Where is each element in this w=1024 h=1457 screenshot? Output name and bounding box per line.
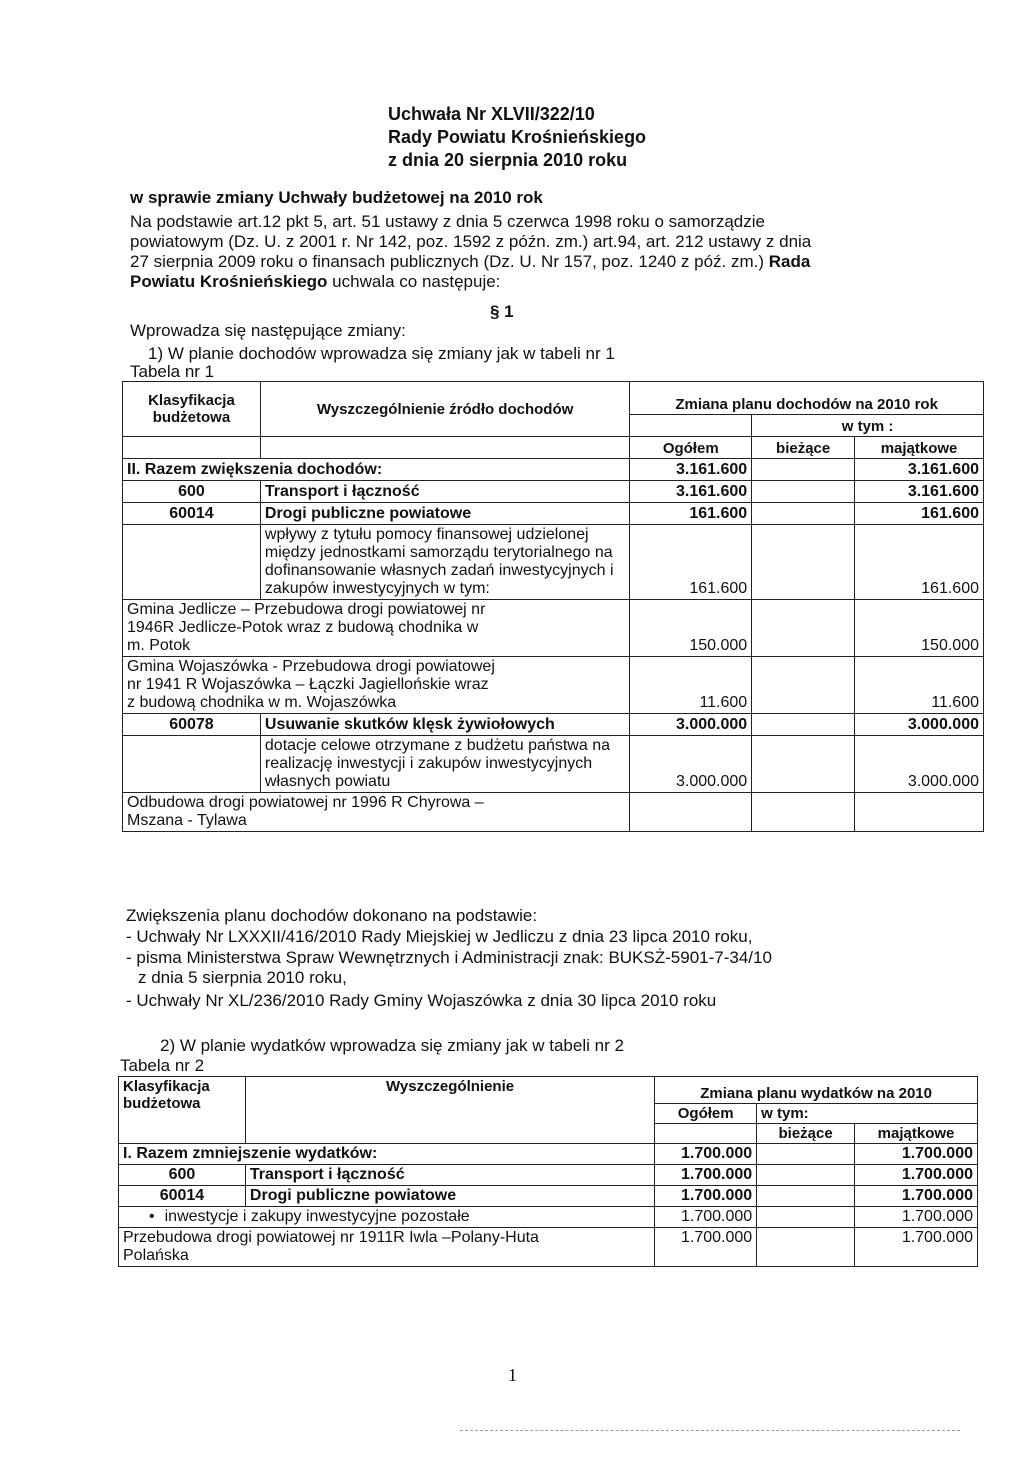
cell-ogolem: 150.000 [630,600,752,657]
cell-ogolem: 1.700.000 [655,1186,757,1207]
table-row [123,525,984,600]
table-row [123,714,984,736]
row-label: dotacje celowe otrzymane z budżetu państwa na realizację inwestycji i zakupów inwestycyjnych własnych powiatu [260,736,629,793]
cell-majatkowe: 150.000 [855,600,984,657]
row-label: • inwestycje i zakupy inwestycyjne pozostałe [119,1207,655,1228]
cell-majatkowe: 1.700.000 [855,1165,978,1186]
table-row [119,1228,978,1267]
intro-text: Wprowadza się następujące zmiany: [130,321,406,340]
cell-majatkowe: 1.700.000 [855,1186,978,1207]
cell-majatkowe: 3.161.600 [855,459,984,481]
cell-majatkowe: 1.700.000 [855,1207,978,1228]
row-code: 60014 [119,1186,246,1207]
table-row [119,1186,978,1207]
row-label: Gmina Jedlicze – Przebudowa drogi powiatowej nr 1946R Jedlicze-Potok wraz z budową chodnika w m. Potok [123,600,630,657]
row-label: I. Razem zmniejszenie wydatków: [119,1144,655,1165]
page-number: 1 [508,1365,517,1385]
cell-ogolem: 161.600 [630,503,752,525]
item-2: 2) W planie wydatków wprowadza się zmiany jak w tabeli nr 2 [160,1036,624,1055]
row-code: 600 [123,481,261,503]
cell-ogolem: 1.700.000 [655,1228,757,1267]
table-row [119,1165,978,1186]
cell-majatkowe: 1.700.000 [855,1144,978,1165]
table-row [123,481,984,503]
table-row [119,1144,978,1165]
preamble-line-2: powiatowym (Dz. U. z 2001 r. Nr 142, poz. 1592 z późn. zm.) art.94, art. 212 ustawy z dnia [130,232,812,251]
basis-title: Zwiększenia planu dochodów dokonano na podstawie: [126,906,538,925]
table-2-caption: Tabela nr 2 [120,1056,205,1075]
header-klasyfikacja: Klasyfikacja budżetowa [123,382,261,437]
header-majatkowe: majątkowe [855,437,984,459]
header-ogolem: Ogółem [630,437,752,459]
row-label: Przebudowa drogi powiatowej nr 1911R Iwla –Polany-Huta Polańska [119,1228,655,1267]
header-wyszczegolnienie: Wyszczególnienie [245,1077,654,1144]
row-label: Odbudowa drogi powiatowej nr 1996 R Chyrowa – Mszana - Tylawa [123,793,630,832]
table-1-caption: Tabela nr 1 [130,362,215,381]
cell-ogolem: 3.000.000 [630,714,752,736]
preamble-line-4: Powiatu Krośnieńskiego uchwala co następuje: [130,272,501,291]
cell-majatkowe: 3.161.600 [855,481,984,503]
header-wyszczegolnienie: Wyszczególnienie źródło dochodów [260,382,629,437]
cell-ogolem: 1.700.000 [655,1165,757,1186]
expenditure-table [118,1076,978,1267]
basis-item-2: - pisma Ministerstwa Spraw Wewnętrznych i Administracji znak: BUKSŻ-5901-7-34/10 [126,948,772,967]
preamble-line-1: Na podstawie art.12 pkt 5, art. 51 ustawy z dnia 5 czerwca 1998 roku o samorządzie [130,212,765,231]
row-code: 60014 [123,503,261,525]
row-label: Transport i łączność [245,1165,654,1186]
section-sign: § 1 [490,302,514,321]
resolution-number: Uchwała Nr XLVII/322/10 [388,104,595,124]
header-w-tym: w tym : [752,415,984,437]
table-row [123,793,984,832]
cell-ogolem: 11.600 [630,657,752,714]
table-row [123,657,984,714]
row-code: 60078 [123,714,261,736]
header-zmiana-planu: Zmiana planu dochodów na 2010 rok [630,382,984,415]
table-row [119,1207,978,1228]
table-row [123,736,984,793]
cell-ogolem: 161.600 [630,525,752,600]
basis-item-3: - Uchwały Nr XL/236/2010 Rady Gminy Wojaszówka z dnia 30 lipca 2010 roku [126,991,717,1010]
row-label: Drogi publiczne powiatowe [245,1186,654,1207]
resolution-date: z dnia 20 sierpnia 2010 roku [388,150,628,170]
header-biezace: bieżące [757,1124,855,1144]
header-zmiana-planu: Zmiana planu wydatków na 2010 [655,1077,978,1104]
cell-majatkowe: 161.600 [855,503,984,525]
row-label: II. Razem zwiększenia dochodów: [123,459,630,481]
table-row [123,600,984,657]
council-name: Rady Powiatu Krośnieńskiego [388,127,647,147]
item-1: 1) W planie dochodów wprowadza się zmiany jak w tabeli nr 1 [148,344,615,363]
cell-ogolem: 3.161.600 [630,459,752,481]
cell-ogolem: 3.000.000 [630,736,752,793]
income-table-header-row [123,382,984,415]
row-code: 600 [119,1165,246,1186]
cell-ogolem: 1.700.000 [655,1207,757,1228]
cell-majatkowe: 3.000.000 [855,714,984,736]
basis-item-1: - Uchwały Nr LXXXII/416/2010 Rady Miejskiej w Jedliczu z dnia 23 lipca 2010 roku, [126,927,753,946]
preamble-line-3: 27 sierpnia 2009 roku o finansach publicznych (Dz. U. Nr 157, poz. 1240 z póź. zm.) Rada [130,252,811,271]
header-majatkowe: majątkowe [855,1124,978,1144]
header-klasyfikacja: Klasyfikacja budżetowa [119,1077,246,1144]
header-biezace: bieżące [752,437,855,459]
cell-majatkowe: 161.600 [855,525,984,600]
row-label: Transport i łączność [260,481,629,503]
row-label: wpływy z tytułu pomocy finansowej udzielonej między jednostkami samorządu terytorialnego na dofinansowanie własnych zadań inwestycyjnych i zakupów inwestycyjnych w tym: [260,525,629,600]
scan-artifact-line [460,1430,960,1431]
table-row [123,459,984,481]
resolution-subject: w sprawie zmiany Uchwały budżetowej na 2010 rok [130,188,543,207]
cell-ogolem: 3.161.600 [630,481,752,503]
header-w-tym: w tym: [757,1104,978,1124]
income-table [122,381,984,832]
cell-majatkowe: 3.000.000 [855,736,984,793]
table-row [123,503,984,525]
cell-majatkowe: 1.700.000 [855,1228,978,1267]
row-label: Usuwanie skutków klęsk żywiołowych [260,714,629,736]
row-label: Gmina Wojaszówka - Przebudowa drogi powiatowej nr 1941 R Wojaszówka – Łączki Jagiellońskie wraz z budową chodnika w m. Wojaszówka [123,657,630,714]
row-label: Drogi publiczne powiatowe [260,503,629,525]
cell-majatkowe: 11.600 [855,657,984,714]
basis-item-2-date: z dnia 5 sierpnia 2010 roku, [138,968,347,987]
header-ogolem: Ogółem [655,1104,757,1124]
cell-ogolem: 1.700.000 [655,1144,757,1165]
